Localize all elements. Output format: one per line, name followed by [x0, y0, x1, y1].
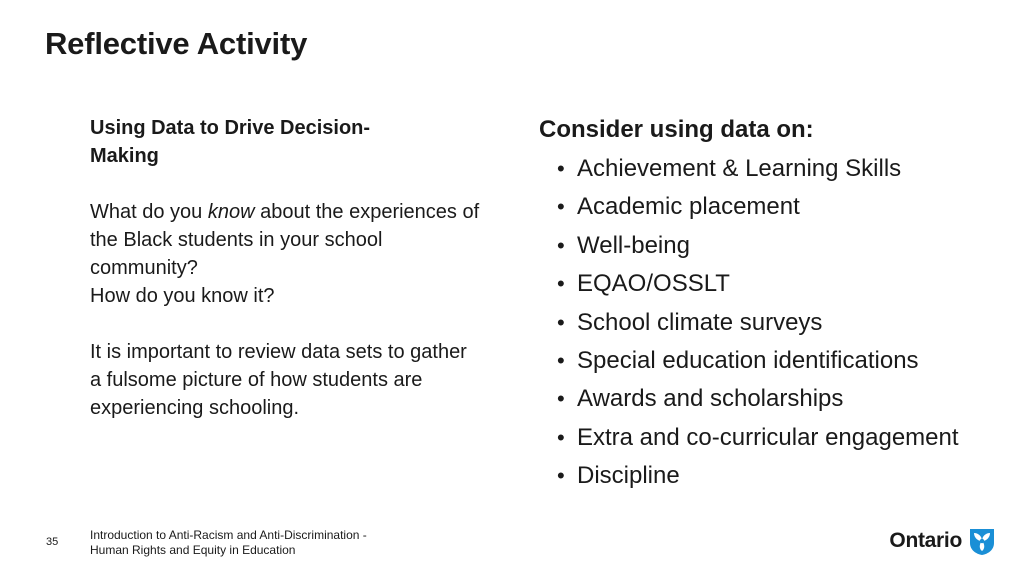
trillium-icon	[967, 526, 997, 556]
trillium-center	[980, 539, 984, 543]
list-item	[557, 457, 1009, 495]
list-item-label: School climate surveys	[577, 308, 823, 336]
list-item-label: EQAO/OSSLT	[577, 270, 730, 298]
list-item	[557, 265, 1009, 303]
left-paragraph: It is important to review data sets to gather a fulsome picture of how students are experiencing schooling.	[90, 341, 467, 419]
bullet-icon: •	[557, 424, 565, 450]
bullet-icon: •	[557, 156, 565, 181]
bullet-icon: •	[557, 463, 565, 489]
bullet-icon: •	[557, 194, 565, 220]
list-item	[557, 380, 1009, 418]
logo-wordmark: Ontario	[889, 529, 962, 552]
list-item-label: Special education identifications	[577, 347, 919, 375]
right-heading: Consider using data on:	[539, 116, 814, 143]
list-item	[557, 304, 1009, 342]
list-item	[557, 342, 1009, 380]
question-pre: What do you	[90, 201, 208, 223]
bullet-icon: •	[557, 271, 565, 297]
bullet-icon: •	[557, 309, 565, 335]
bullet-icon: •	[557, 348, 565, 374]
bullet-icon: •	[557, 232, 565, 258]
right-column	[539, 114, 1009, 496]
footer-line-2: Human Rights and Equity in Education	[90, 543, 296, 557]
list-item	[557, 419, 1009, 457]
list-item-label: Academic placement	[577, 193, 800, 221]
list-item-label: Discipline	[577, 462, 680, 490]
page-number: 35	[46, 536, 59, 548]
list-item-label: Extra and co-curricular engagement	[577, 423, 959, 451]
bullet-icon: •	[557, 386, 565, 412]
question-post: about the experiences of the Black students in your school community?	[90, 201, 480, 279]
reflection-question	[90, 198, 480, 310]
footer-course-title	[90, 528, 410, 558]
question-followup: How do you know it?	[90, 285, 275, 307]
list-item-label: Achievement & Learning Skills	[577, 155, 902, 182]
question-emphasis: know	[207, 201, 255, 223]
list-item	[557, 227, 1009, 265]
list-item-label: Awards and scholarships	[577, 385, 844, 413]
list-item	[557, 188, 1009, 226]
left-column	[90, 114, 480, 422]
slide-title: Reflective Activity	[45, 26, 308, 61]
footer-line-1: Introduction to Anti-Racism and Anti-Discrimination -	[90, 528, 367, 542]
data-sources-list	[539, 150, 1009, 496]
left-heading: Using Data to Drive Decision-Making	[90, 117, 371, 167]
ontario-logo	[889, 526, 997, 556]
list-item-label: Well-being	[577, 231, 690, 259]
list-item	[557, 150, 1009, 188]
